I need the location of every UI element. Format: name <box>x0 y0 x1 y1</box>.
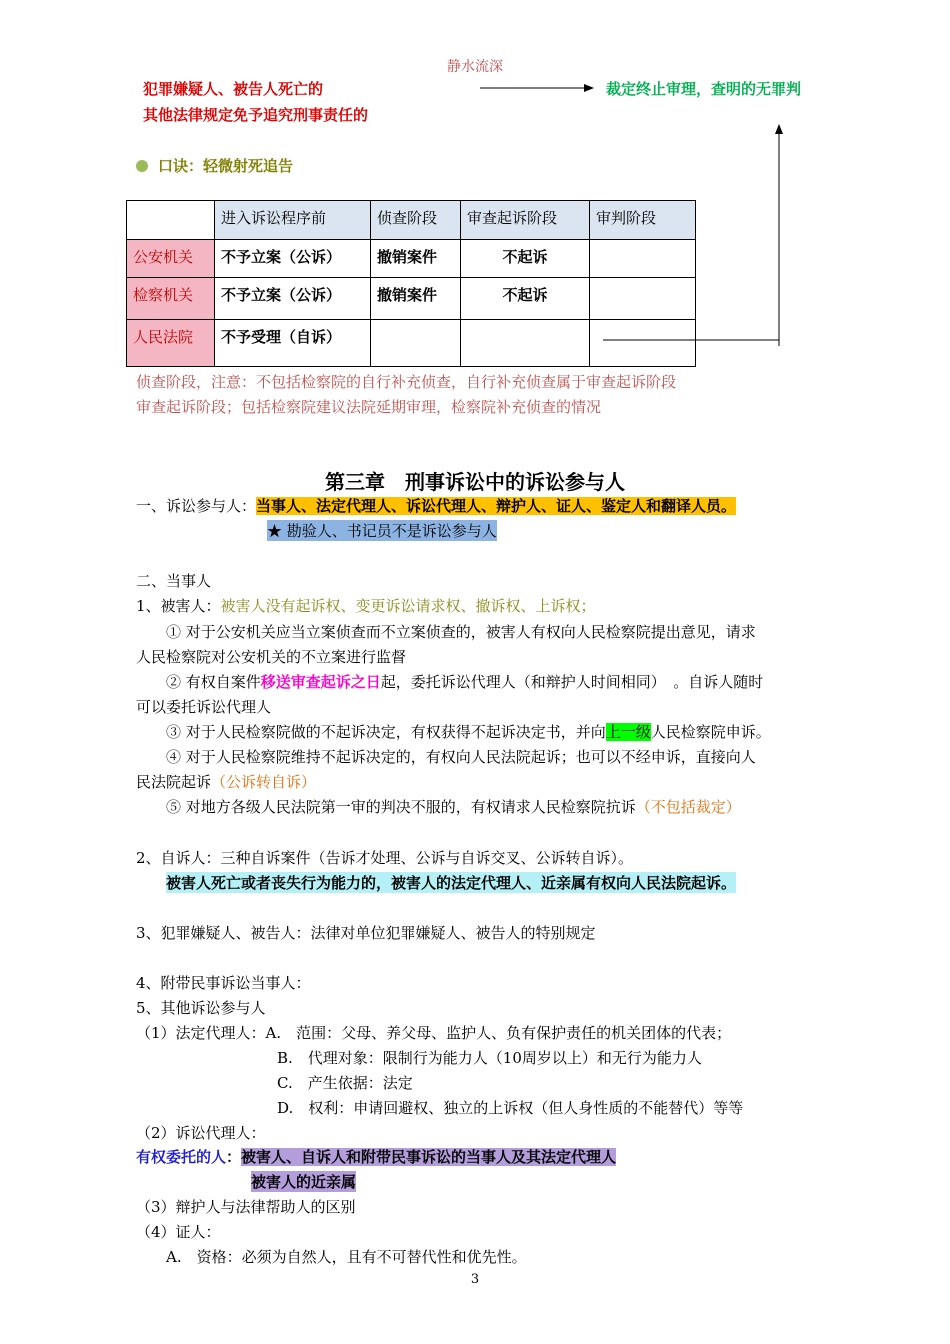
table-corner <box>127 201 215 240</box>
page-number: 3 <box>470 1272 480 1287</box>
item-3 <box>166 721 771 742</box>
text-run: （公诉转自诉） <box>211 773 317 791</box>
highlight-date: 移送审查起诉之日 <box>260 673 381 691</box>
item-5 <box>166 796 741 817</box>
mnemonic <box>136 155 293 176</box>
bullet-dot-icon <box>136 160 148 172</box>
section-1 <box>136 495 736 516</box>
text-run: ② 有权自案件 <box>166 673 261 691</box>
table-cell: 不予立案（公诉） <box>215 240 371 278</box>
victim-rights: 被害人没有起诉权、变更诉讼请求权、撤诉权、上诉权； <box>220 597 596 615</box>
table-cell: 撤销案件 <box>371 240 461 278</box>
legal-rep-b: B. 代理对象：限制行为能力人（10周岁以上）和无行为能力人 <box>277 1049 702 1067</box>
private-prosecutor: 2、自诉人：三种自诉案件（告诉才处理、公诉与自诉交叉、公诉转自诉）。 <box>136 849 634 867</box>
note-line: 审查起诉阶段；包括检察院建议法院延期审理，检察院补充侦查的情况 <box>136 398 602 416</box>
item-2 <box>166 671 763 692</box>
table-cell <box>590 240 696 278</box>
flow-line-1: 犯罪嫌疑人、被告人死亡的 <box>143 80 324 98</box>
table-cell: 不予立案（公诉） <box>215 278 371 320</box>
table-cell <box>371 320 461 367</box>
table-cell <box>590 320 696 367</box>
item-1-cont: 人民检察院对公安机关的不立案进行监督 <box>136 648 407 666</box>
table-cell: 不起诉 <box>461 240 590 278</box>
item-1: ① 对于公安机关应当立案侦查而不立案侦查的，被害人有权向人民检察院提出意见，请求 <box>166 623 756 641</box>
item-4-cont <box>136 771 316 792</box>
text-run: （1）法定代理人： <box>136 1024 266 1042</box>
table-cell <box>461 320 590 367</box>
legal-rep-d: D. 权利：申请回避权、独立的上诉权（但人身性质的不能替代）等等 <box>277 1099 744 1117</box>
text-run: 民法院起诉 <box>136 773 212 791</box>
row-header: 公安机关 <box>127 240 215 278</box>
private-prosecutor-note: 被害人死亡或者丧失行为能力的，被害人的法定代理人、近亲属有权向人民法院起诉。 <box>166 874 737 892</box>
text-run: 有权委托的人 <box>136 1148 227 1166</box>
item-4: ④ 对于人民检察院维持不起诉决定的，有权向人民法院起诉；也可以不经申诉，直接向人 <box>166 748 756 766</box>
civil-party-line: 4、附带民事诉讼当事人： <box>136 974 311 992</box>
victim-label: 1、被害人： <box>136 597 221 615</box>
right-arrow-head <box>584 84 594 92</box>
col-header: 进入诉讼程序前 <box>215 201 371 240</box>
page-header: 静水流深 <box>447 59 503 75</box>
col-header: 审判阶段 <box>590 201 696 240</box>
text-run: 起，委托诉讼代理人（和辩护人时间相同） 。自诉人随时 <box>380 673 764 691</box>
section-1-label: 一、诉讼参与人： <box>136 497 257 515</box>
chapter-title: 第三章 刑事诉讼中的诉讼参与人 <box>325 470 625 494</box>
participants-list: 当事人、法定代理人、诉讼代理人、辩护人、证人、鉴定人和翻译人员。 <box>256 497 737 515</box>
highlight-upper-level: 上一级 <box>605 723 651 741</box>
table-cell <box>590 278 696 320</box>
text-run: ： <box>226 1148 242 1166</box>
suspect-line: 3、犯罪嫌疑人、被告人：法律对单位犯罪嫌疑人、被告人的特别规定 <box>136 924 596 942</box>
col-header: 侦查阶段 <box>371 201 461 240</box>
col-header: 审查起诉阶段 <box>461 201 590 240</box>
text-run: ③ 对于人民检察院做的不起诉决定，有权获得不起诉决定书，并向 <box>166 723 606 741</box>
item-2-cont: 可以委托诉讼代理人 <box>136 698 272 716</box>
witness-a: A. 资格：必须为自然人，且有不可替代性和优先性。 <box>166 1248 527 1266</box>
defender-line: （3）辩护人与法律帮助人的区别 <box>136 1198 356 1216</box>
witness-line: （4）证人： <box>136 1223 221 1241</box>
legal-rep-line <box>136 1022 731 1043</box>
text-run: ⑤ 对地方各级人民法院第一审的判决不服的，有权请求人民检察院抗诉 <box>166 798 636 816</box>
other-participants-line: 5、其他诉讼参与人 <box>136 999 266 1017</box>
flow-result: 裁定终止审理，查明的无罪判 <box>606 80 802 98</box>
section-2-heading: 二、当事人 <box>136 572 212 590</box>
text-run: 人民检察院申诉。 <box>650 723 771 741</box>
text-run: （不包括裁定） <box>635 798 741 816</box>
agent-ad-litem: （2）诉讼代理人： <box>136 1124 266 1142</box>
text-run: A. 范围：父母、养父母、监护人、负有保护责任的机关团体的代表； <box>265 1024 732 1042</box>
note-line: 侦查阶段，注意：不包括检察院的自行补充侦查，自行补充侦查属于审查起诉阶段 <box>136 373 677 391</box>
flow-line-2: 其他法律规定免予追究刑事责任的 <box>143 106 369 124</box>
star-note: ★ 勘验人、书记员不是诉讼参与人 <box>267 522 497 540</box>
entrust-relatives: 被害人的近亲属 <box>251 1173 357 1191</box>
entrust-line <box>136 1146 616 1167</box>
victim-line <box>136 595 596 616</box>
up-arrow-head <box>775 124 783 134</box>
row-header: 人民法院 <box>127 320 215 367</box>
row-header: 检察机关 <box>127 278 215 320</box>
table-cell: 不予受理（自诉） <box>215 320 371 367</box>
table-cell: 不起诉 <box>461 278 590 320</box>
entrust-parties: 被害人、自诉人和附带民事诉讼的当事人及其法定代理人 <box>241 1148 617 1166</box>
table-cell: 撤销案件 <box>371 278 461 320</box>
mnemonic-text: 口诀：轻微射死追告 <box>158 157 294 175</box>
procedure-table <box>126 200 696 367</box>
legal-rep-c: C. 产生依据：法定 <box>277 1074 413 1092</box>
